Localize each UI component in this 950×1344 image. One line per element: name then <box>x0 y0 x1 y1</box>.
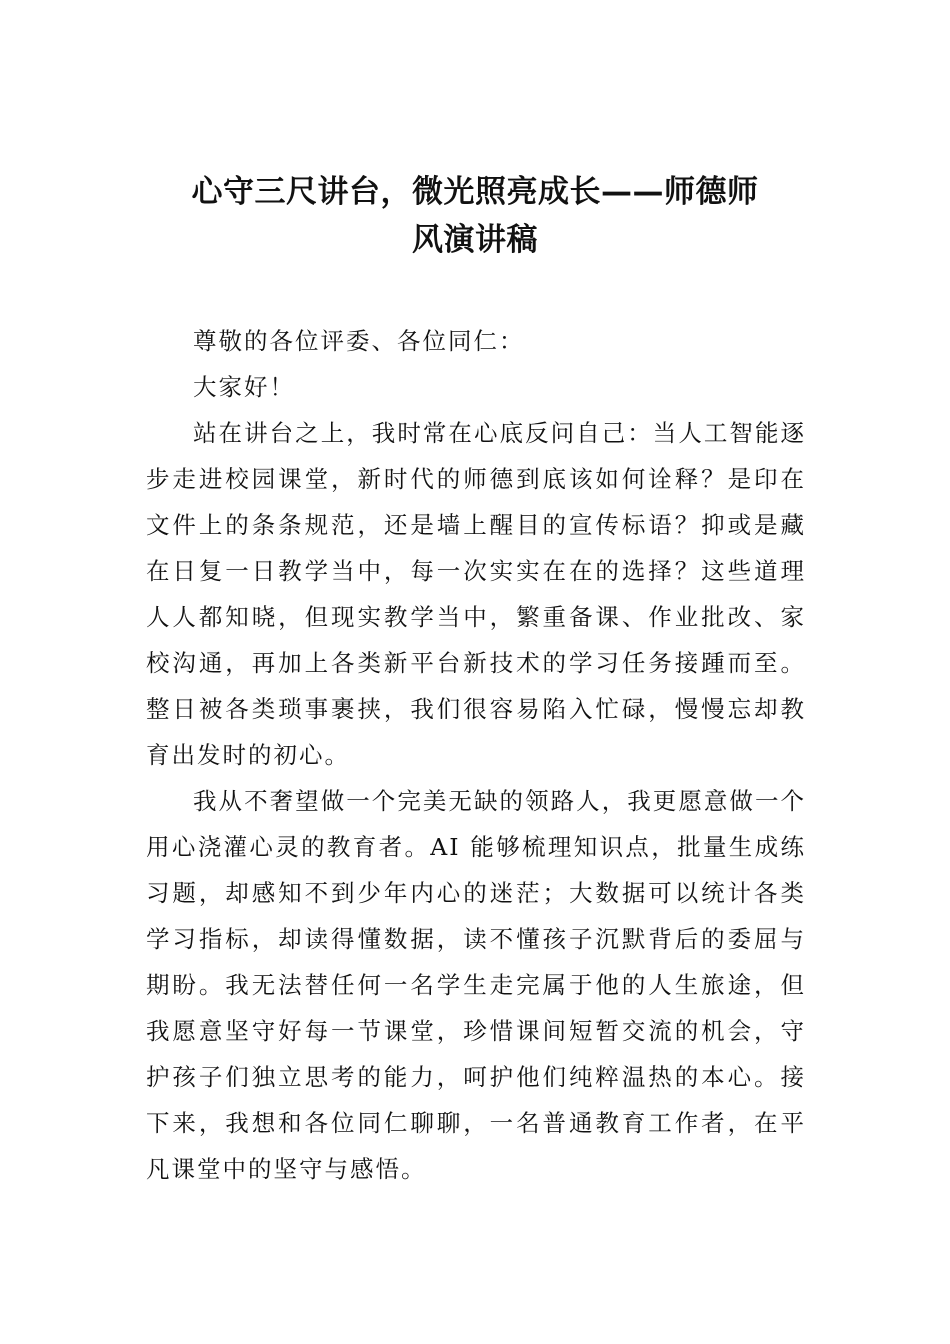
greeting: 大家好！ <box>193 373 295 401</box>
title-line-1: 心守三尺讲台，微光照亮成长——师德师 <box>191 174 759 210</box>
body-paragraph: 我从不奢望做一个完美无缺的领路人，我更愿意做一个用心浇灌心灵的教育者。AI 能够梳理知识点，批量生成练习题，却感知不到少年内心的迷茫；大数据可以统计各类学习指标，却读得懂数据，读不懂孩子沉默背后的委屈与期盼。我无法替任何一名学生走完属于他的人生旅途，但我愿意坚守好每一节课堂，珍惜课间短暂交流的机会，守护孩子们独立思考的能力，呵护他们纯粹温热的本心。接下来，我想和各位同仁聊聊，一名普通教育工作者，在平凡课堂中的坚守与感悟。 <box>146 787 806 1183</box>
body-paragraph: 站在讲台之上，我时常在心底反问自己：当人工智能逐步走进校园课堂，新时代的师德到底该如何诠释？是印在文件上的条条规范，还是墙上醒目的宣传标语？抑或是藏在日复一日教学当中，每一次实实在在的选择？这些道理人人都知晓，但现实教学当中，繁重备课、作业批改、家校沟通，再加上各类新平台新技术的学习任务接踵而至。整日被各类琐事裹挟，我们很容易陷入忙碌，慢慢忘却教育出发时的初心。 <box>146 419 806 769</box>
title-line-2: 风演讲稿 <box>412 222 538 258</box>
document-title <box>140 168 810 264</box>
salutation: 尊敬的各位评委、各位同仁： <box>193 327 525 355</box>
document-body <box>146 318 806 1192</box>
